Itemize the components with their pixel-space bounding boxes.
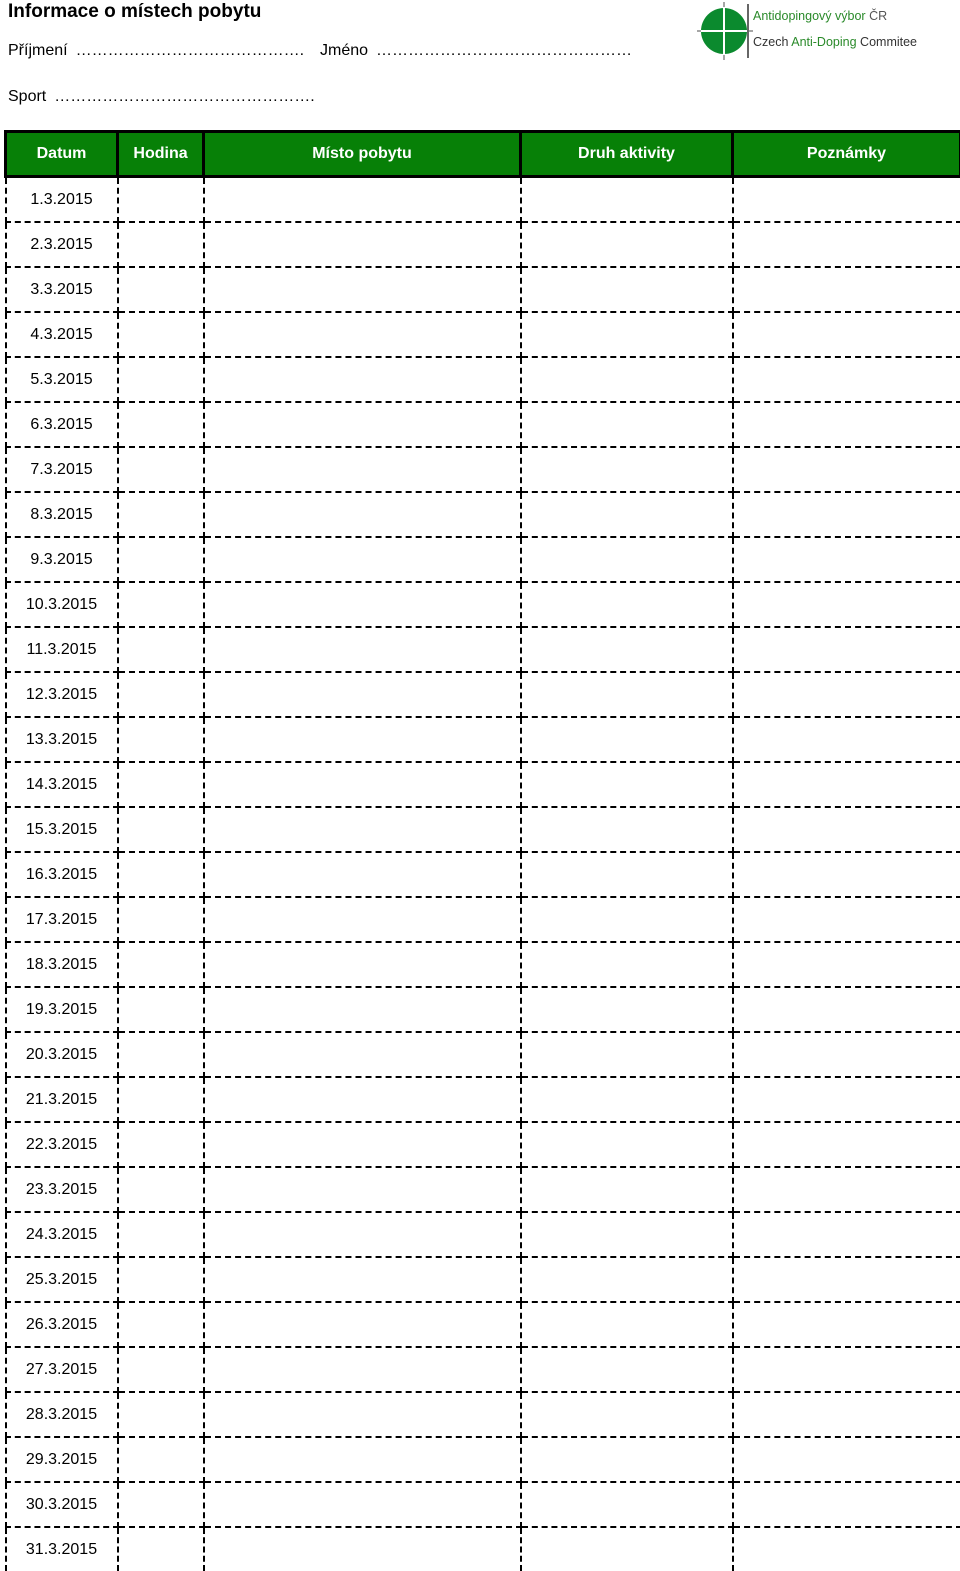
table-row [6,1167,960,1212]
hour-cell[interactable] [118,762,204,807]
hour-cell[interactable] [118,1077,204,1122]
notes-cell[interactable] [733,1482,960,1527]
name-field[interactable] [320,41,632,61]
place-cell[interactable] [204,1212,521,1257]
activity-cell[interactable] [521,672,733,717]
notes-cell[interactable] [733,897,960,942]
notes-cell[interactable] [733,1527,960,1571]
hour-cell[interactable] [118,717,204,762]
date-cell: 3.3.2015 [6,267,118,312]
date-cell: 17.3.2015 [6,897,118,942]
table-row [6,447,960,492]
hour-cell[interactable] [118,1257,204,1302]
hour-cell[interactable] [118,1527,204,1571]
date-cell: 25.3.2015 [6,1257,118,1302]
notes-cell[interactable] [733,672,960,717]
page-title: Informace o místech pobytu [8,0,261,24]
activity-cell[interactable] [521,582,733,627]
table-row [6,627,960,672]
place-cell[interactable] [204,1257,521,1302]
hour-cell[interactable] [118,357,204,402]
place-cell[interactable] [204,1527,521,1571]
place-cell[interactable] [204,537,521,582]
date-cell: 6.3.2015 [6,402,118,447]
column-header-hour: Hodina [118,132,204,177]
activity-cell[interactable] [521,447,733,492]
hour-cell[interactable] [118,1347,204,1392]
place-cell[interactable] [204,627,521,672]
activity-cell[interactable] [521,987,733,1032]
activity-cell[interactable] [521,222,733,267]
table-row [6,1077,960,1122]
activity-cell[interactable] [521,1302,733,1347]
notes-cell[interactable] [733,807,960,852]
date-cell: 27.3.2015 [6,1347,118,1392]
hour-cell[interactable] [118,1302,204,1347]
notes-cell[interactable] [733,537,960,582]
place-cell[interactable] [204,447,521,492]
hour-cell[interactable] [118,222,204,267]
place-cell[interactable] [204,222,521,267]
table-row [6,897,960,942]
date-cell: 18.3.2015 [6,942,118,987]
place-cell[interactable] [204,267,521,312]
logo-emblem-icon [697,2,753,60]
hour-cell[interactable] [118,627,204,672]
hour-cell[interactable] [118,402,204,447]
table-row [6,1392,960,1437]
place-cell[interactable] [204,1482,521,1527]
activity-cell[interactable] [521,1392,733,1437]
notes-cell[interactable] [733,1347,960,1392]
notes-cell[interactable] [733,1077,960,1122]
activity-cell[interactable] [521,1257,733,1302]
activity-cell[interactable] [521,267,733,312]
table-row [6,402,960,447]
table-row [6,1212,960,1257]
hour-cell[interactable] [118,942,204,987]
date-cell: 26.3.2015 [6,1302,118,1347]
hour-cell[interactable] [118,447,204,492]
activity-cell[interactable] [521,1437,733,1482]
date-cell: 28.3.2015 [6,1392,118,1437]
date-cell: 12.3.2015 [6,672,118,717]
place-cell[interactable] [204,942,521,987]
place-cell[interactable] [204,1347,521,1392]
date-cell: 7.3.2015 [6,447,118,492]
activity-cell[interactable] [521,537,733,582]
date-cell: 31.3.2015 [6,1527,118,1571]
table-row [6,492,960,537]
date-cell: 5.3.2015 [6,357,118,402]
place-cell[interactable] [204,1302,521,1347]
place-cell[interactable] [204,987,521,1032]
notes-cell[interactable] [733,1302,960,1347]
table-row [6,312,960,357]
hour-cell[interactable] [118,1482,204,1527]
hour-cell[interactable] [118,1032,204,1077]
date-cell: 30.3.2015 [6,1482,118,1527]
hour-cell[interactable] [118,672,204,717]
place-cell[interactable] [204,177,521,223]
place-cell[interactable] [204,492,521,537]
table-row [6,1527,960,1571]
date-cell: 13.3.2015 [6,717,118,762]
table-row [6,717,960,762]
notes-cell[interactable] [733,357,960,402]
activity-cell[interactable] [521,357,733,402]
date-cell: 16.3.2015 [6,852,118,897]
surname-label: Příjmení [8,42,68,59]
table-row [6,537,960,582]
activity-cell[interactable] [521,492,733,537]
name-label: Jméno [320,42,368,59]
place-cell[interactable] [204,582,521,627]
notes-cell[interactable] [733,987,960,1032]
place-cell[interactable] [204,897,521,942]
activity-cell[interactable] [521,1122,733,1167]
hour-cell[interactable] [118,1122,204,1167]
logo-text-line2: Czech Anti-Doping Commitee [753,35,917,49]
activity-cell[interactable] [521,1527,733,1571]
date-cell: 20.3.2015 [6,1032,118,1077]
table-header-row [6,132,960,177]
notes-cell[interactable] [733,582,960,627]
table-row [6,852,960,897]
surname-dotted-line: ……………………………………. [76,42,304,59]
notes-cell[interactable] [733,447,960,492]
place-cell[interactable] [204,1077,521,1122]
date-cell: 21.3.2015 [6,1077,118,1122]
notes-cell[interactable] [733,222,960,267]
date-cell: 14.3.2015 [6,762,118,807]
table-row [6,762,960,807]
notes-cell[interactable] [733,852,960,897]
activity-cell[interactable] [521,402,733,447]
notes-cell[interactable] [733,627,960,672]
activity-cell[interactable] [521,807,733,852]
column-header-date: Datum [6,132,118,177]
column-header-place: Místo pobytu [204,132,521,177]
date-cell: 15.3.2015 [6,807,118,852]
place-cell[interactable] [204,852,521,897]
table-row [6,177,960,223]
notes-cell[interactable] [733,1212,960,1257]
activity-cell[interactable] [521,942,733,987]
hour-cell[interactable] [118,852,204,897]
column-header-activity: Druh aktivity [521,132,733,177]
hour-cell[interactable] [118,582,204,627]
notes-cell[interactable] [733,177,960,223]
place-cell[interactable] [204,402,521,447]
hour-cell[interactable] [118,807,204,852]
activity-cell[interactable] [521,1167,733,1212]
whereabouts-table [4,130,960,1571]
table-row [6,807,960,852]
hour-cell[interactable] [118,267,204,312]
hour-cell[interactable] [118,987,204,1032]
notes-cell[interactable] [733,1257,960,1302]
activity-cell[interactable] [521,1347,733,1392]
hour-cell[interactable] [118,897,204,942]
table-row [6,1302,960,1347]
table-row [6,1032,960,1077]
place-cell[interactable] [204,312,521,357]
sport-dotted-line: …………………………………………. [54,88,314,105]
activity-cell[interactable] [521,627,733,672]
activity-cell[interactable] [521,177,733,223]
table-row [6,987,960,1032]
hour-cell[interactable] [118,177,204,223]
date-cell: 22.3.2015 [6,1122,118,1167]
table-row [6,267,960,312]
table-row [6,1437,960,1482]
place-cell[interactable] [204,672,521,717]
notes-cell[interactable] [733,1167,960,1212]
activity-cell[interactable] [521,1482,733,1527]
date-cell: 4.3.2015 [6,312,118,357]
hour-cell[interactable] [118,312,204,357]
hour-cell[interactable] [118,1167,204,1212]
hour-cell[interactable] [118,537,204,582]
notes-cell[interactable] [733,492,960,537]
hour-cell[interactable] [118,1392,204,1437]
sport-field[interactable] [8,87,315,107]
date-cell: 10.3.2015 [6,582,118,627]
table-row [6,672,960,717]
table-row [6,1257,960,1302]
activity-cell[interactable] [521,852,733,897]
place-cell[interactable] [204,357,521,402]
column-header-notes: Poznámky [733,132,960,177]
notes-cell[interactable] [733,762,960,807]
date-cell: 24.3.2015 [6,1212,118,1257]
date-cell: 1.3.2015 [6,177,118,223]
place-cell[interactable] [204,1167,521,1212]
table-row [6,1482,960,1527]
notes-cell[interactable] [733,1437,960,1482]
notes-cell[interactable] [733,717,960,762]
table-row [6,1347,960,1392]
activity-cell[interactable] [521,1032,733,1077]
table-row [6,582,960,627]
place-cell[interactable] [204,807,521,852]
notes-cell[interactable] [733,1032,960,1077]
table-row [6,357,960,402]
hour-cell[interactable] [118,492,204,537]
surname-field[interactable] [8,41,304,61]
place-cell[interactable] [204,717,521,762]
notes-cell[interactable] [733,942,960,987]
notes-cell[interactable] [733,1392,960,1437]
place-cell[interactable] [204,1392,521,1437]
date-cell: 29.3.2015 [6,1437,118,1482]
table-row [6,1122,960,1167]
date-cell: 2.3.2015 [6,222,118,267]
activity-cell[interactable] [521,1077,733,1122]
hour-cell[interactable] [118,1212,204,1257]
name-dotted-line: ………………………………………… [376,42,632,59]
activity-cell[interactable] [521,762,733,807]
place-cell[interactable] [204,1032,521,1077]
activity-cell[interactable] [521,312,733,357]
logo-text-line1: Antidopingový výbor ČR [753,9,887,23]
place-cell[interactable] [204,1122,521,1167]
date-cell: 23.3.2015 [6,1167,118,1212]
notes-cell[interactable] [733,312,960,357]
hour-cell[interactable] [118,1437,204,1482]
notes-cell[interactable] [733,267,960,312]
date-cell: 19.3.2015 [6,987,118,1032]
table-row [6,942,960,987]
date-cell: 8.3.2015 [6,492,118,537]
date-cell: 11.3.2015 [6,627,118,672]
sport-label: Sport [8,88,46,105]
activity-cell[interactable] [521,897,733,942]
table-row [6,222,960,267]
notes-cell[interactable] [733,402,960,447]
activity-cell[interactable] [521,717,733,762]
activity-cell[interactable] [521,1212,733,1257]
date-cell: 9.3.2015 [6,537,118,582]
adv-logo [697,2,952,60]
place-cell[interactable] [204,762,521,807]
notes-cell[interactable] [733,1122,960,1167]
place-cell[interactable] [204,1437,521,1482]
